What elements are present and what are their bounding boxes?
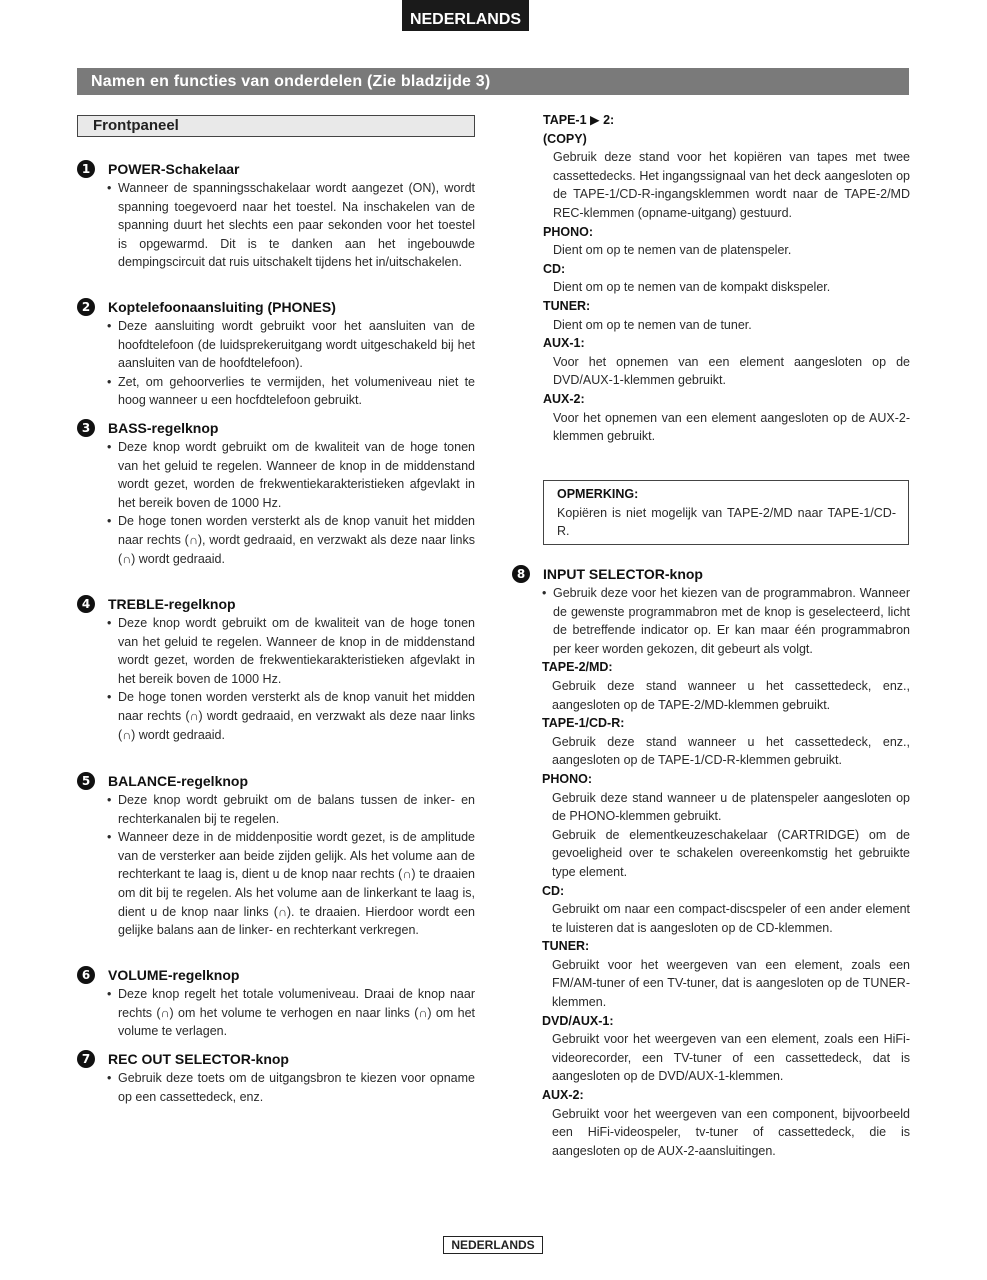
option-text: Dient om op te nemen van de platenspeler.	[553, 243, 792, 258]
option-text: Gebruikt voor het weergeven van een element, zoals een FM/AM-tuner of een TV-tuner, dat is aangesloten op de TUNER-klemmen.	[552, 957, 910, 1010]
option-label: CD:	[542, 883, 565, 898]
option-label: TAPE-1/CD-R:	[542, 716, 625, 731]
bullet-text: • Deze knop wordt gebruikt om de kwaliteit van de hoge tonen van het geluid te regelen. Wanneer de knop in de middenstand wordt gezet, worden de frekwentiekarakteristieken afgevlakt in het bereik boven de 1000 Hz.	[107, 438, 475, 512]
option-text: Gebruikt om naar een compact-discspeler of een ander element te luisteren dat is aangesloten op de CD-klemmen.	[552, 902, 910, 935]
option-label: TUNER:	[543, 298, 591, 313]
item-title: VOLUME-regelknop	[108, 967, 240, 983]
number-badge: 1	[77, 160, 95, 178]
bullet-text: • Zet, om gehoorverlies te vermijden, het volumeniveau niet te hoog wanneer u een hocfdtelefoon gebruikt.	[107, 373, 475, 410]
bullet-text: • Deze aansluiting wordt gebruikt voor het aansluiten van de hoofdtelefoon (de luidsprekeruitgang wordt uitgeschakeld bij het aansluiten van de hoofdtelefoon).	[107, 317, 475, 373]
item-title: REC OUT SELECTOR-knop	[108, 1051, 289, 1067]
option-label: TAPE-1 ▶ 2:	[543, 113, 615, 127]
number-badge: 7	[77, 1050, 95, 1068]
item-rec-out-selector	[77, 1050, 475, 1106]
option-label: AUX-1:	[543, 336, 585, 351]
bullet-text: • Gebruik deze toets om de uitgangsbron te kiezen voor opname op een cassettedeck, enz.	[107, 1069, 475, 1106]
rec-out-options	[543, 111, 910, 446]
bullet-text: • Deze knop wordt gebruikt om de balans tussen de inker- en rechterkanalen bij te regelen.	[107, 791, 475, 828]
note-box	[543, 480, 909, 545]
option-text: Voor het opnemen van een element aangesloten op de DVD/AUX-1-klemmen gebruikt.	[553, 354, 910, 388]
number-badge: 2	[77, 298, 95, 316]
option-text: Gebruikt voor het weergeven van een element, zoals een HiFi-videorecorder, een TV-tuner of een cassettedeck, dat is aangesloten op de DVD/AUX-1-klemmen.	[552, 1032, 910, 1084]
option-text: Gebruik deze stand wanneer u het cassettedeck, enz., aangesloten op de TAPE-2/MD-klemmen gebruikt.	[552, 678, 910, 712]
option-text: Gebruik de elementkeuzeschakelaar (CARTRIDGE) om de gevoeligheid over te schakelen overeenkomstig het gebruikte type element.	[552, 827, 910, 879]
option-label: DVD/AUX-1:	[542, 1013, 614, 1028]
option-text: Dient om op te nemen van de tuner.	[553, 317, 752, 332]
option-text: Dient om op te nemen van de kompakt diskspeler.	[553, 280, 831, 295]
item-volume	[77, 966, 475, 1041]
option-label: PHONO:	[543, 224, 593, 239]
option-text: Gebruikt voor het weergeven van een component, bijvoorbeeld een HiFi-videospeler, tv-tuner of cassettedeck, die is aangesloten op de AUX-2-aansluitingen.	[552, 1106, 910, 1158]
option-label: PHONO:	[542, 771, 592, 786]
number-badge: 4	[77, 595, 95, 613]
item-power	[77, 160, 475, 272]
option-text: Gebruik deze stand voor het kopiëren van tapes met twee cassettedecks. Het ingangssignaal van het deck aangesloten op de TAPE-1/CD-R-ingangsklemmen wordt naar de TAPE-2/MD REC-klemmen (opname-uitgang) gestuurd.	[553, 150, 910, 220]
number-badge: 8	[512, 565, 530, 583]
option-label: AUX-2:	[542, 1088, 584, 1103]
bullet-text: • Gebruik deze voor het kiezen van de programmabron. Wanneer de gewenste programmabron met de knop is geselecteerd, licht de betreffende indicator op. Er kan maar één programmabron per keer worden gekozen, dit gebeurt als volgt.	[542, 584, 910, 658]
option-label: CD:	[543, 261, 566, 276]
number-badge: 3	[77, 419, 95, 437]
note-title: OPMERKING:	[557, 487, 639, 501]
item-title: INPUT SELECTOR-knop	[543, 566, 703, 582]
option-label: AUX-2:	[543, 391, 585, 406]
bullet-text: • Deze knop regelt het totale volumeniveau. Draai de knop naar rechts (∩) om het volume te verhogen en naar links (∩) om het volume te verlagen.	[107, 985, 475, 1041]
bullet-text: • Wanneer deze in de middenpositie wordt gezet, is de amplitude van de versterker aan beide zijden gelijk. Als het volume aan de rechterkant te laag is, dient u de knop naar rechts (∩) te draaien om dit bij te regelen. Als het volume aan de linkerkant te laag is, dient u de knop naar links (∩). te draaien. Hierdoor wordt een gelijke balans aan de linker- en rechterkant verkregen.	[107, 828, 475, 940]
item-input-selector	[512, 565, 910, 1160]
option-label: TAPE-2/MD:	[542, 660, 613, 675]
footer-language-label: NEDERLANDS	[443, 1236, 543, 1254]
bullet-text: • Wanneer de spanningsschakelaar wordt aangezet (ON), wordt spanning toegevoerd naar het toestel. Na inschakelen van de spanning duurt het slechts een paar sekonden voor het toestel is opgewarmd. Dit is te danken aan het ingebouwde dempingscircuit dat ruis uitschakelt tijdens het in/uitschakelen.	[107, 179, 475, 272]
option-text: Gebruik deze stand wanneer u de platenspeler aangesloten op de PHONO-klemmen gebruikt.	[552, 790, 910, 824]
item-treble	[77, 595, 475, 744]
option-text: Voor het opnemen van een element aangesloten op de AUX-2-klemmen gebruikt.	[553, 410, 910, 444]
item-title: TREBLE-regelknop	[108, 596, 236, 612]
option-text: Gebruik deze stand wanneer u het cassettedeck, enz., aangesloten op de TAPE-1/CD-R-klemmen gebruikt.	[552, 734, 910, 768]
number-badge: 5	[77, 772, 95, 790]
item-balance	[77, 772, 475, 940]
language-tab: NEDERLANDS	[402, 0, 529, 31]
item-title: Koptelefoonaansluiting (PHONES)	[108, 299, 336, 315]
number-badge: 6	[77, 966, 95, 984]
bullet-text: • De hoge tonen worden versterkt als de knop vanuit het midden naar rechts (∩) wordt gedraaid, en verzwakt als deze naar links (∩) wordt gedraaid.	[107, 688, 475, 744]
option-sublabel: (COPY)	[543, 131, 587, 146]
item-title: BASS-regelknop	[108, 420, 219, 436]
frontpaneel-heading: Frontpaneel	[77, 115, 475, 137]
bullet-text: • Deze knop wordt gebruikt om de kwaliteit van de hoge tonen van het geluid te regelen. Wanneer de knop in de middenstand wordt gezet, worden de frekwentiekarakteristieken afgevlakt in het bereik boven de 1000 Hz.	[107, 614, 475, 688]
bullet-text: • De hoge tonen worden versterkt als de knop vanuit het midden naar rechts (∩), wordt gedraaid, en verzwakt als deze naar links (∩) wordt gedraaid.	[107, 512, 475, 568]
item-title: BALANCE-regelknop	[108, 773, 249, 789]
item-title: POWER-Schakelaar	[108, 161, 240, 177]
option-label: TUNER:	[542, 939, 590, 954]
item-phones	[77, 298, 475, 410]
note-text: Kopiëren is niet mogelijk van TAPE-2/MD naar TAPE-1/CD-R.	[557, 505, 896, 539]
item-bass	[77, 419, 475, 568]
section-title: Namen en functies van onderdelen (Zie bladzijde 3)	[77, 68, 909, 95]
